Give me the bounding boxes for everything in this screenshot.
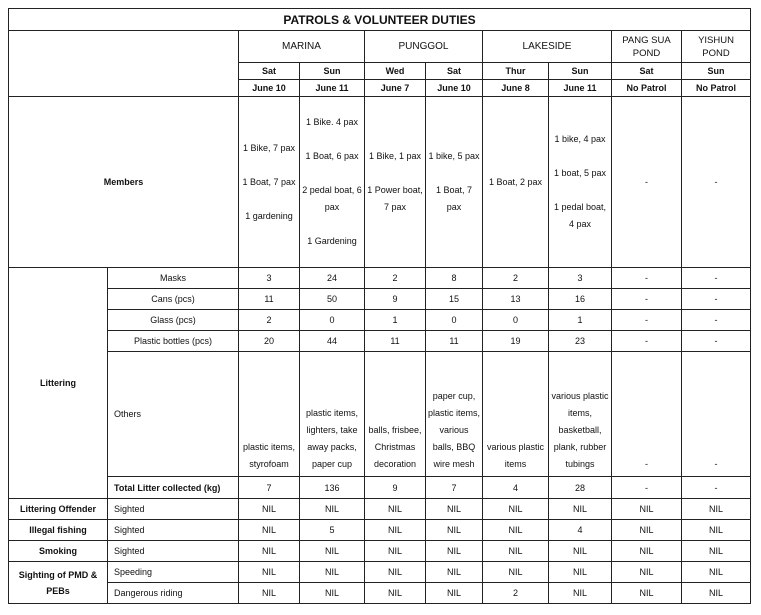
offense-value: NIL [239, 520, 300, 541]
offense-value: 4 [549, 520, 612, 541]
pmd-value: NIL [682, 583, 751, 604]
litter-type-label: Masks [108, 268, 239, 289]
offense-value: NIL [549, 499, 612, 520]
offense-value: NIL [682, 499, 751, 520]
offense-category: Smoking [9, 541, 108, 562]
total-litter-value: 4 [483, 477, 549, 499]
members-cell: - [682, 97, 751, 268]
location-header: MARINA [239, 31, 365, 63]
litter-value: 9 [365, 289, 426, 310]
total-litter-value: 136 [300, 477, 365, 499]
pmd-value: 2 [483, 583, 549, 604]
members-cell: - [612, 97, 682, 268]
litter-value: 1 [549, 310, 612, 331]
pmd-type-label: Speeding [108, 562, 239, 583]
pmd-value: NIL [365, 583, 426, 604]
pmd-value: NIL [365, 562, 426, 583]
pmd-value: NIL [239, 583, 300, 604]
offense-type-label: Sighted [108, 541, 239, 562]
offense-value: NIL [682, 541, 751, 562]
offense-value: NIL [365, 520, 426, 541]
members-cell: 1 bike, 5 pax 1 Boat, 7 pax [426, 97, 483, 268]
others-cell: paper cup, plastic items, various balls, BBQ wire mesh [426, 352, 483, 477]
total-litter-value: 7 [239, 477, 300, 499]
table-row [9, 499, 751, 520]
total-litter-value: 9 [365, 477, 426, 499]
offense-value: NIL [300, 541, 365, 562]
offense-value: NIL [682, 520, 751, 541]
offense-value: NIL [365, 499, 426, 520]
table-row [9, 562, 751, 583]
members-cell: 1 Bike, 7 pax 1 Boat, 7 pax 1 gardening [239, 97, 300, 268]
table-row [9, 352, 751, 477]
day-header: Sat [239, 63, 300, 80]
day-header: Sat [426, 63, 483, 80]
date-header: No Patrol [682, 80, 751, 97]
pmd-type-label: Dangerous riding [108, 583, 239, 604]
offense-value: NIL [612, 520, 682, 541]
location-header: PUNGGOL [365, 31, 483, 63]
patrol-duties-table [8, 8, 751, 604]
date-header: June 8 [483, 80, 549, 97]
day-header: Thur [483, 63, 549, 80]
others-label: Others [108, 352, 239, 477]
members-cell: 1 Bike, 1 pax 1 Power boat, 7 pax [365, 97, 426, 268]
pmd-category: Sighting of PMD & PEBs [9, 562, 108, 604]
pmd-value: NIL [426, 583, 483, 604]
litter-value: 11 [365, 331, 426, 352]
others-cell: - [612, 352, 682, 477]
pmd-value: NIL [682, 562, 751, 583]
location-header: PANG SUA POND [612, 31, 682, 63]
table-row [9, 331, 751, 352]
date-header: June 7 [365, 80, 426, 97]
offense-value: NIL [483, 541, 549, 562]
litter-value: 0 [483, 310, 549, 331]
pmd-value: NIL [549, 583, 612, 604]
pmd-value: NIL [300, 583, 365, 604]
date-header: June 11 [300, 80, 365, 97]
litter-value: - [682, 331, 751, 352]
litter-value: 2 [239, 310, 300, 331]
total-litter-label: Total Litter collected (kg) [108, 477, 239, 499]
litter-value: 0 [300, 310, 365, 331]
litter-value: 3 [549, 268, 612, 289]
table-row [9, 97, 751, 268]
table-row [9, 520, 751, 541]
total-litter-value: 28 [549, 477, 612, 499]
litter-value: 19 [483, 331, 549, 352]
pmd-value: NIL [612, 562, 682, 583]
table-row [9, 541, 751, 562]
offense-value: NIL [426, 499, 483, 520]
others-cell: plastic items, styrofoam [239, 352, 300, 477]
others-cell: various plastic items [483, 352, 549, 477]
litter-value: - [612, 268, 682, 289]
offense-type-label: Sighted [108, 520, 239, 541]
day-header: Sat [612, 63, 682, 80]
litter-value: 15 [426, 289, 483, 310]
table-title: PATROLS & VOLUNTEER DUTIES [9, 9, 751, 31]
members-label: Members [9, 97, 239, 268]
offense-value: NIL [426, 520, 483, 541]
offense-value: NIL [239, 541, 300, 562]
litter-value: 24 [300, 268, 365, 289]
offense-value: NIL [365, 541, 426, 562]
pmd-value: NIL [300, 562, 365, 583]
header-blank [9, 31, 239, 97]
others-cell: balls, frisbee, Christmas decoration [365, 352, 426, 477]
table-row [9, 310, 751, 331]
location-header: LAKESIDE [483, 31, 612, 63]
litter-value: 8 [426, 268, 483, 289]
offense-type-label: Sighted [108, 499, 239, 520]
littering-label: Littering [9, 268, 108, 499]
table-row [9, 268, 751, 289]
members-cell: 1 bike, 4 pax 1 boat, 5 pax 1 pedal boat, 4 pax [549, 97, 612, 268]
offense-category: Littering Offender [9, 499, 108, 520]
table-row [9, 477, 751, 499]
date-header: No Patrol [612, 80, 682, 97]
litter-value: 13 [483, 289, 549, 310]
offense-value: NIL [483, 520, 549, 541]
litter-value: - [612, 289, 682, 310]
litter-value: 2 [483, 268, 549, 289]
pmd-value: NIL [483, 562, 549, 583]
offense-value: NIL [300, 499, 365, 520]
pmd-value: NIL [426, 562, 483, 583]
litter-value: 23 [549, 331, 612, 352]
offense-value: 5 [300, 520, 365, 541]
litter-value: 50 [300, 289, 365, 310]
litter-value: 16 [549, 289, 612, 310]
day-header: Sun [549, 63, 612, 80]
total-litter-value: - [682, 477, 751, 499]
pmd-value: NIL [239, 562, 300, 583]
table-row [9, 31, 751, 63]
litter-value: 0 [426, 310, 483, 331]
litter-value: 11 [426, 331, 483, 352]
litter-value: 11 [239, 289, 300, 310]
day-header: Sun [682, 63, 751, 80]
table-row [9, 9, 751, 31]
members-cell: 1 Bike. 4 pax 1 Boat, 6 pax 2 pedal boat, 6 pax 1 Gardening [300, 97, 365, 268]
litter-value: 20 [239, 331, 300, 352]
day-header: Wed [365, 63, 426, 80]
table-row [9, 289, 751, 310]
litter-value: 2 [365, 268, 426, 289]
litter-value: 44 [300, 331, 365, 352]
offense-value: NIL [426, 541, 483, 562]
date-header: June 10 [426, 80, 483, 97]
offense-value: NIL [483, 499, 549, 520]
litter-value: - [682, 310, 751, 331]
litter-value: - [612, 331, 682, 352]
litter-value: - [612, 310, 682, 331]
litter-type-label: Cans (pcs) [108, 289, 239, 310]
others-cell: plastic items, lighters, take away packs, paper cup [300, 352, 365, 477]
pmd-value: NIL [549, 562, 612, 583]
total-litter-value: - [612, 477, 682, 499]
table-row [9, 583, 751, 604]
date-header: June 10 [239, 80, 300, 97]
litter-value: 1 [365, 310, 426, 331]
litter-value: 3 [239, 268, 300, 289]
offense-value: NIL [549, 541, 612, 562]
litter-value: - [682, 268, 751, 289]
location-header: YISHUN POND [682, 31, 751, 63]
date-header: June 11 [549, 80, 612, 97]
offense-value: NIL [612, 499, 682, 520]
offense-value: NIL [239, 499, 300, 520]
offense-category: Illegal fishing [9, 520, 108, 541]
members-cell: 1 Boat, 2 pax [483, 97, 549, 268]
litter-type-label: Glass (pcs) [108, 310, 239, 331]
day-header: Sun [300, 63, 365, 80]
litter-value: - [682, 289, 751, 310]
total-litter-value: 7 [426, 477, 483, 499]
pmd-value: NIL [612, 583, 682, 604]
others-cell: various plastic items, basketball, plank, rubber tubings [549, 352, 612, 477]
offense-value: NIL [612, 541, 682, 562]
others-cell: - [682, 352, 751, 477]
litter-type-label: Plastic bottles (pcs) [108, 331, 239, 352]
